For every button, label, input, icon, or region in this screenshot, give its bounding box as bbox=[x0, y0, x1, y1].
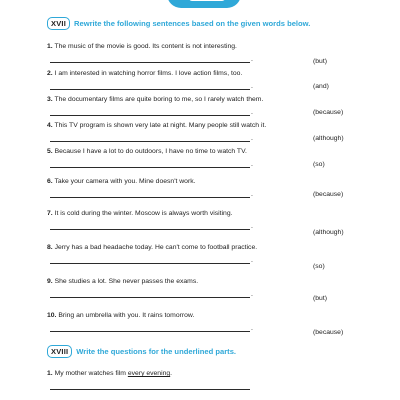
answer-line[interactable] bbox=[50, 141, 250, 142]
section-number: XVII bbox=[47, 17, 70, 30]
hint-word: (because) bbox=[313, 191, 344, 198]
section-header-xviii bbox=[47, 345, 236, 358]
exercise-item: 6. Take your camera with you. Mine doesn't work. . (because) bbox=[47, 178, 344, 198]
answer-line[interactable] bbox=[50, 62, 250, 63]
answer-line[interactable] bbox=[50, 297, 250, 298]
badge-decoration-icon bbox=[189, 0, 225, 1]
exercise-item: 1. The music of the movie is good. Its content is not interesting. . (but) bbox=[47, 43, 327, 65]
item-number: 7. bbox=[47, 210, 53, 217]
hint-word: (so) bbox=[313, 263, 325, 270]
hint-word: (because) bbox=[313, 329, 344, 336]
item-number: 1. bbox=[47, 370, 53, 377]
item-number: 1. bbox=[47, 43, 53, 50]
hint-word: (so) bbox=[313, 161, 325, 168]
exercise-item: 10. Bring an umbrella with you. It rains tomorrow. . (because) bbox=[47, 312, 344, 336]
item-number: 4. bbox=[47, 122, 53, 129]
exercise-item: 5. Because I have a lot to do outdoors, I have no time to watch TV. . (so) bbox=[47, 148, 325, 168]
exercise-item: 8. Jerry has a bad headache today. He can't come to football practice. . (so) bbox=[47, 244, 325, 270]
item-number: 10. bbox=[47, 312, 57, 319]
item-number: 2. bbox=[47, 70, 53, 77]
exercise-item: 3. The documentary films are quite boring to me, so I rarely watch them. . (because) bbox=[47, 96, 344, 116]
question-text-after: . bbox=[170, 370, 173, 377]
item-text: Take your camera with you. Mine doesn't work. bbox=[54, 178, 196, 185]
item-text: Jerry has a bad headache today. He can't come to football practice. bbox=[54, 244, 258, 251]
hint-word: (but) bbox=[313, 58, 327, 65]
item-number: 8. bbox=[47, 244, 53, 251]
exercise-item: 4. This TV program is shown very late at night. Many people still watch it. . (although) bbox=[47, 122, 344, 142]
answer-line[interactable] bbox=[50, 115, 250, 116]
section-title: Write the questions for the underlined parts. bbox=[76, 347, 237, 356]
answer-line[interactable] bbox=[50, 197, 250, 198]
exercise-item: 9. She studies a lot. She never passes the exams. . (but) bbox=[47, 278, 327, 302]
exercise-item: 2. I am interested in watching horror films. I love action films, too. . (and) bbox=[47, 70, 329, 90]
section-header-xvii bbox=[47, 17, 310, 30]
item-number: 9. bbox=[47, 278, 53, 285]
exercise-item: 7. It is cold during the winter. Moscow is always worth visiting. . (although) bbox=[47, 210, 344, 236]
item-number: 3. bbox=[47, 96, 53, 103]
hint-word: (although) bbox=[313, 229, 344, 236]
item-text: Bring an umbrella with you. It rains tomorrow. bbox=[58, 312, 195, 319]
item-text: It is cold during the winter. Moscow is always worth visiting. bbox=[54, 210, 233, 217]
answer-line[interactable] bbox=[50, 167, 250, 168]
item-text: She studies a lot. She never passes the exams. bbox=[54, 278, 199, 285]
item-text: This TV program is shown very late at night. Many people still watch it. bbox=[54, 122, 267, 129]
underlined-part: every evening bbox=[127, 370, 171, 377]
hint-word: (and) bbox=[313, 83, 329, 90]
item-text: The music of the movie is good. Its content is not interesting. bbox=[54, 43, 237, 50]
answer-line[interactable] bbox=[50, 389, 250, 390]
hint-word: (although) bbox=[313, 135, 344, 142]
item-number: 5. bbox=[47, 148, 53, 155]
item-number: 6. bbox=[47, 178, 53, 185]
section-title: Rewrite the following sentences based on the given words below. bbox=[73, 19, 311, 28]
header-badge bbox=[167, 0, 241, 8]
hint-word: (because) bbox=[313, 109, 344, 116]
answer-line[interactable] bbox=[50, 263, 250, 264]
question-text-before: My mother watches film bbox=[54, 370, 128, 377]
answer-line[interactable] bbox=[50, 331, 250, 332]
item-text: The documentary films are quite boring to me, so I rarely watch them. bbox=[54, 96, 264, 103]
section-number: XVIII bbox=[47, 345, 72, 358]
answer-line[interactable] bbox=[50, 89, 250, 90]
item-text: I am interested in watching horror films. I love action films, too. bbox=[54, 70, 243, 77]
item-text: Because I have a lot to do outdoors, I have no time to watch TV. bbox=[54, 148, 247, 155]
question-item bbox=[47, 370, 367, 394]
hint-word: (but) bbox=[313, 295, 327, 302]
answer-line[interactable] bbox=[50, 229, 250, 230]
